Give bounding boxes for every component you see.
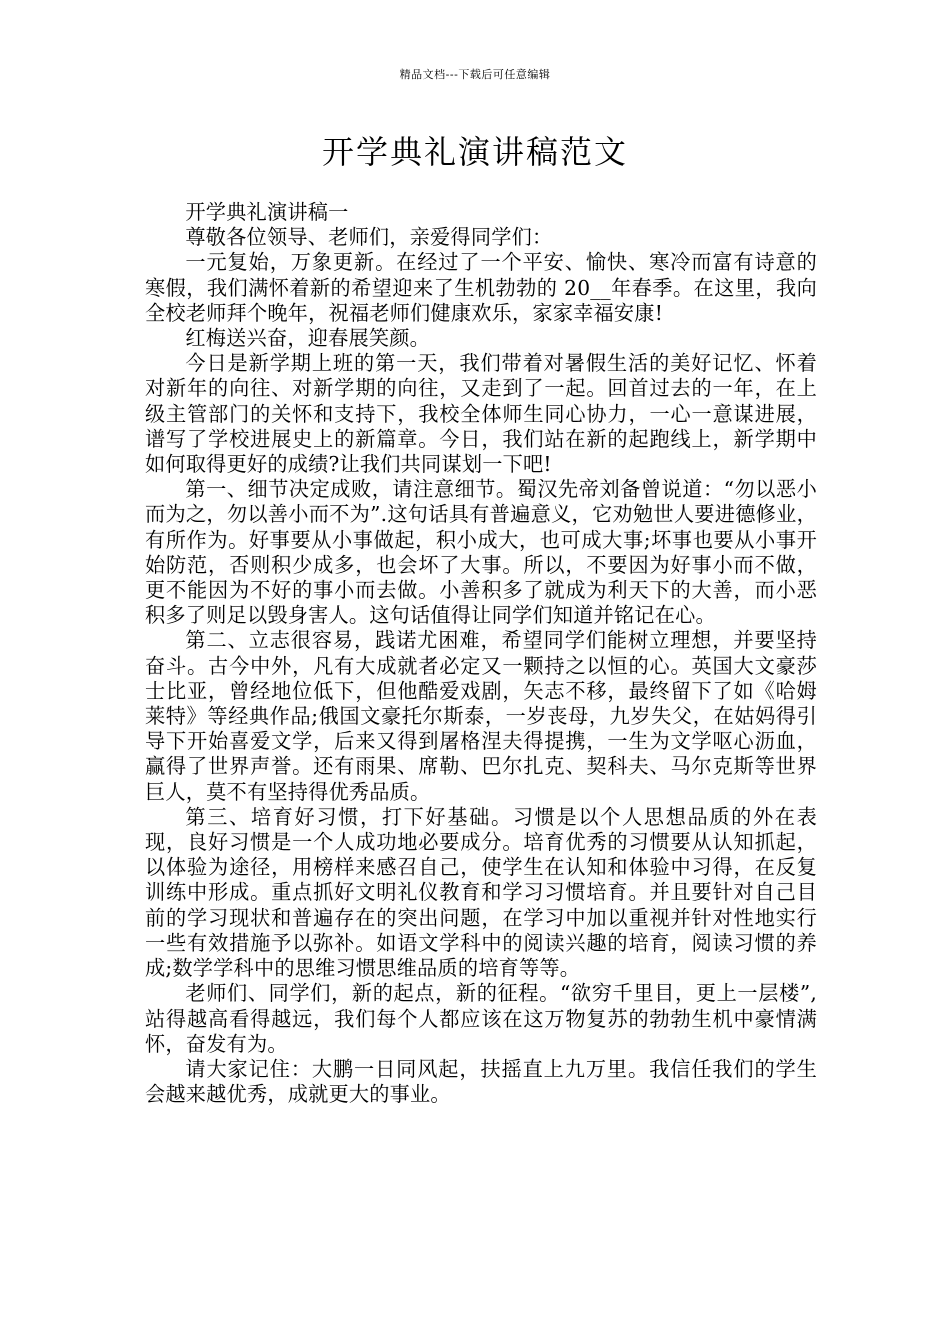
paragraph: 今日是新学期上班的第一天，我们带着对暑假生活的美好记忆、怀着对新年的向往、对新学期的向往，又走到了一起。回首过去的一年，在上级主管部门的关怀和支持下，我校全体师生同心协力，一心一意谋进展，谱写了学校进展史上的新篇章。今日，我们站在新的起跑线上，新学期中如何取得更好的成绩?让我们共同谋划一下吧! (145, 351, 817, 477)
paragraph: 第一、细节决定成败，请注意细节。蜀汉先帝刘备曾说道：“勿以恶小而为之，勿以善小而不为”.这句话具有普遍意义，它劝勉世人要进德修业，有所作为。好事要从小事做起，积小成大，也可成大事;坏事也要从小事开始防范，否则积少成多，也会坏了大事。所以，不要因为好事小而不做，更不能因为不好的事小而去做。小善积多了就成为利天下的大善，而小恶积多了则足以毁身害人。这句话值得让同学们知道并铭记在心。 (145, 477, 817, 628)
paragraph: 红梅送兴奋，迎春展笑颜。 (185, 326, 431, 351)
paragraph: 一元复始，万象更新。在经过了一个平安、愉快、寒冷而富有诗意的寒假，我们满怀着新的希望迎来了生机勃勃的 20__年春季。在这里，我向全校老师拜个晚年，祝福老师们健康欢乐，家家幸福安康! (145, 250, 817, 325)
document-body (145, 200, 817, 1107)
paragraph: 请大家记住：大鹏一日同风起，扶摇直上九万里。我信任我们的学生会越来越优秀，成就更大的事业。 (145, 1056, 817, 1107)
paragraph-salutation: 尊敬各位领导、老师们，亲爱得同学们： (185, 225, 553, 250)
paragraph-subtitle: 开学典礼演讲稿一 (185, 200, 349, 224)
document-title: 开学典礼演讲稿范文 (321, 133, 628, 171)
paragraph: 第三、培育好习惯，打下好基础。习惯是以个人思想品质的外在表现，良好习惯是一个人成功地必要成分。培育优秀的习惯要从认知抓起，以体验为途径，用榜样来感召自己，使学生在认知和体验中习得，在反复训练中形成。重点抓好文明礼仪教育和学习习惯培育。并且要针对自己目前的学习现状和普遍存在的突出问题，在学习中加以重视并针对性地实行一些有效措施予以弥补。如语文学科中的阅读兴趣的培育，阅读习惯的养成;数学学科中的思维习惯思维品质的培育等等。 (145, 804, 817, 981)
header-note: 精品文档---下载后可任意编辑 (399, 68, 551, 81)
paragraph: 第二、立志很容易，践诺尤困难，希望同学们能树立理想，并要坚持奋斗。古今中外，凡有大成就者必定又一颗持之以恒的心。英国大文豪莎士比亚，曾经地位低下，但他酷爱戏剧，矢志不移，最终留下了如《哈姆莱特》等经典作品;俄国文豪托尔斯泰，一岁丧母，九岁失父，在姑妈得引导下开始喜爱文学，后来又得到屠格涅夫得提携，一生为文学呕心沥血，赢得了世界声誉。还有雨果、席勒、巴尔扎克、契科夫、马尔克斯等世界巨人，莫不有坚持得优秀品质。 (145, 628, 817, 804)
paragraph: 老师们、同学们，新的起点，新的征程。“欲穷千里目，更上一层楼”,站得越高看得越远，我们每个人都应该在这万物复苏的勃勃生机中豪情满怀，奋发有为。 (145, 981, 817, 1056)
